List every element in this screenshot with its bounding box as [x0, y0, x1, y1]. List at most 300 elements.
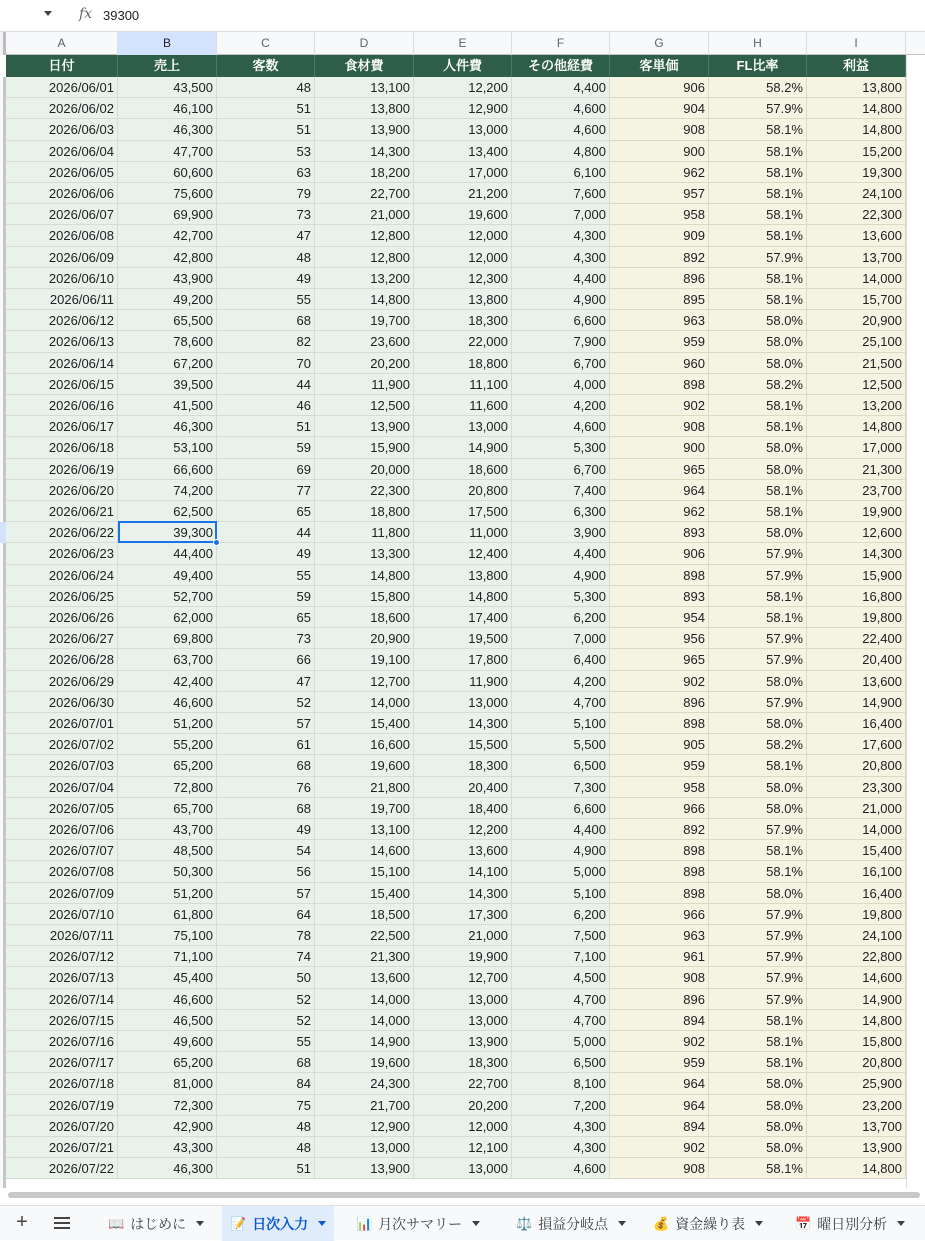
- cell[interactable]: 19,800: [807, 904, 906, 925]
- cell[interactable]: 2026/07/15: [6, 1010, 118, 1031]
- cell[interactable]: 48: [217, 1137, 315, 1158]
- cell[interactable]: 57.9%: [709, 925, 807, 946]
- cell[interactable]: 47: [217, 671, 315, 692]
- cell[interactable]: 58.2%: [709, 77, 807, 98]
- cell[interactable]: 15,800: [807, 1031, 906, 1052]
- cell[interactable]: 892: [610, 819, 709, 840]
- cell[interactable]: 58.0%: [709, 1137, 807, 1158]
- cell[interactable]: 47: [217, 225, 315, 246]
- cell[interactable]: 65,200: [118, 1052, 217, 1073]
- cell[interactable]: 4,600: [512, 1158, 610, 1179]
- cell[interactable]: 6,100: [512, 162, 610, 183]
- cell[interactable]: 4,400: [512, 268, 610, 289]
- cell[interactable]: 14,300: [414, 883, 512, 904]
- cell[interactable]: 19,900: [414, 946, 512, 967]
- cell[interactable]: 6,400: [512, 649, 610, 670]
- cell[interactable]: 14,100: [414, 861, 512, 882]
- cell[interactable]: 13,900: [315, 1158, 414, 1179]
- cell[interactable]: 22,000: [414, 331, 512, 352]
- cell[interactable]: 69,900: [118, 204, 217, 225]
- cell[interactable]: 82: [217, 331, 315, 352]
- cell[interactable]: 13,000: [414, 1010, 512, 1031]
- cell[interactable]: 50,300: [118, 861, 217, 882]
- cell[interactable]: 2026/06/07: [6, 204, 118, 225]
- cell[interactable]: 2026/06/17: [6, 416, 118, 437]
- cell[interactable]: 5,000: [512, 861, 610, 882]
- cell[interactable]: 24,300: [315, 1073, 414, 1094]
- cell[interactable]: 19,500: [414, 628, 512, 649]
- cell[interactable]: 21,300: [807, 459, 906, 480]
- cell[interactable]: 7,000: [512, 628, 610, 649]
- cell[interactable]: 58.0%: [709, 310, 807, 331]
- cell[interactable]: 964: [610, 480, 709, 501]
- header-cell[interactable]: 利益: [807, 55, 906, 77]
- formula-input[interactable]: 39300: [103, 8, 140, 23]
- cell[interactable]: 13,700: [807, 1116, 906, 1137]
- cell[interactable]: 19,900: [807, 501, 906, 522]
- cell[interactable]: 2026/07/17: [6, 1052, 118, 1073]
- cell[interactable]: 78: [217, 925, 315, 946]
- cell[interactable]: 72,300: [118, 1095, 217, 1116]
- cell[interactable]: 24,100: [807, 183, 906, 204]
- cell[interactable]: 902: [610, 1031, 709, 1052]
- chevron-down-icon[interactable]: [755, 1221, 763, 1226]
- cell[interactable]: 51: [217, 98, 315, 119]
- cell[interactable]: 51,200: [118, 883, 217, 904]
- cell[interactable]: 77: [217, 480, 315, 501]
- cell[interactable]: 69,800: [118, 628, 217, 649]
- cell[interactable]: 966: [610, 798, 709, 819]
- header-cell[interactable]: 客単価: [610, 55, 709, 77]
- cell[interactable]: 11,600: [414, 395, 512, 416]
- cell[interactable]: 4,000: [512, 374, 610, 395]
- cell[interactable]: 58.0%: [709, 671, 807, 692]
- cell[interactable]: 2026/06/12: [6, 310, 118, 331]
- cell[interactable]: 58.1%: [709, 162, 807, 183]
- cell[interactable]: 7,200: [512, 1095, 610, 1116]
- cell[interactable]: 52: [217, 989, 315, 1010]
- cell[interactable]: 2026/07/13: [6, 967, 118, 988]
- cell[interactable]: 49,400: [118, 565, 217, 586]
- cell[interactable]: 13,000: [414, 416, 512, 437]
- cell[interactable]: 58.1%: [709, 183, 807, 204]
- cell[interactable]: 15,900: [315, 437, 414, 458]
- cell[interactable]: 14,800: [807, 416, 906, 437]
- horizontal-scrollbar[interactable]: [0, 1188, 925, 1202]
- cell[interactable]: 17,400: [414, 607, 512, 628]
- cell[interactable]: 57: [217, 713, 315, 734]
- cell[interactable]: 68: [217, 798, 315, 819]
- cell[interactable]: 13,200: [807, 395, 906, 416]
- cell[interactable]: 14,000: [315, 989, 414, 1010]
- cell[interactable]: 22,700: [414, 1073, 512, 1094]
- cell[interactable]: 2026/07/08: [6, 861, 118, 882]
- cell[interactable]: 20,000: [315, 459, 414, 480]
- cell[interactable]: 896: [610, 692, 709, 713]
- cell[interactable]: 57.9%: [709, 904, 807, 925]
- cell[interactable]: 42,800: [118, 247, 217, 268]
- cell[interactable]: 5,100: [512, 713, 610, 734]
- cell[interactable]: 13,400: [414, 141, 512, 162]
- cell[interactable]: 2026/06/06: [6, 183, 118, 204]
- cell[interactable]: 964: [610, 1073, 709, 1094]
- cell[interactable]: 46,300: [118, 119, 217, 140]
- cell[interactable]: 2026/06/01: [6, 77, 118, 98]
- cell[interactable]: 895: [610, 289, 709, 310]
- cell[interactable]: 57.9%: [709, 628, 807, 649]
- cell[interactable]: 960: [610, 353, 709, 374]
- cell[interactable]: 15,800: [315, 586, 414, 607]
- cell[interactable]: 12,100: [414, 1137, 512, 1158]
- cell[interactable]: 58.0%: [709, 777, 807, 798]
- cell[interactable]: 4,700: [512, 692, 610, 713]
- cell[interactable]: 7,400: [512, 480, 610, 501]
- cell[interactable]: 39,300: [118, 522, 217, 543]
- cell[interactable]: 18,200: [315, 162, 414, 183]
- sheet-tab[interactable]: [787, 1206, 913, 1241]
- cell[interactable]: 57.9%: [709, 565, 807, 586]
- cell[interactable]: 58.0%: [709, 459, 807, 480]
- cell[interactable]: 8,100: [512, 1073, 610, 1094]
- cell[interactable]: 2026/06/11: [6, 289, 118, 310]
- cell[interactable]: 2026/06/16: [6, 395, 118, 416]
- cell[interactable]: 21,200: [414, 183, 512, 204]
- cell[interactable]: 39,500: [118, 374, 217, 395]
- cell[interactable]: 962: [610, 162, 709, 183]
- cell[interactable]: 6,500: [512, 755, 610, 776]
- cell[interactable]: 49: [217, 268, 315, 289]
- cell[interactable]: 17,000: [414, 162, 512, 183]
- cell[interactable]: 12,900: [315, 1116, 414, 1137]
- cell[interactable]: 12,900: [414, 98, 512, 119]
- cell[interactable]: 58.0%: [709, 798, 807, 819]
- cell[interactable]: 14,800: [315, 565, 414, 586]
- cell[interactable]: 13,100: [315, 819, 414, 840]
- cell[interactable]: 73: [217, 204, 315, 225]
- cell[interactable]: 14,000: [807, 819, 906, 840]
- cell[interactable]: 959: [610, 755, 709, 776]
- cell[interactable]: 13,800: [414, 289, 512, 310]
- header-cell[interactable]: 人件費: [414, 55, 512, 77]
- cell[interactable]: 18,600: [414, 459, 512, 480]
- chevron-down-icon[interactable]: [897, 1221, 905, 1226]
- cell[interactable]: 2026/07/03: [6, 755, 118, 776]
- cell[interactable]: 58.1%: [709, 268, 807, 289]
- cell[interactable]: 11,900: [315, 374, 414, 395]
- cell[interactable]: 14,800: [315, 289, 414, 310]
- cell[interactable]: 13,900: [315, 119, 414, 140]
- cell[interactable]: 58.0%: [709, 331, 807, 352]
- cell[interactable]: 58.1%: [709, 416, 807, 437]
- cell[interactable]: 2026/06/19: [6, 459, 118, 480]
- cell[interactable]: 2026/06/26: [6, 607, 118, 628]
- cell[interactable]: 14,900: [807, 989, 906, 1010]
- cell[interactable]: 17,800: [414, 649, 512, 670]
- cell[interactable]: 7,000: [512, 204, 610, 225]
- cell[interactable]: 957: [610, 183, 709, 204]
- cell[interactable]: 51,200: [118, 713, 217, 734]
- cell[interactable]: 66: [217, 649, 315, 670]
- cell[interactable]: 13,600: [807, 671, 906, 692]
- cell[interactable]: 56: [217, 861, 315, 882]
- name-box-dropdown-icon[interactable]: [44, 11, 52, 16]
- cell[interactable]: 18,500: [315, 904, 414, 925]
- cell[interactable]: 6,700: [512, 353, 610, 374]
- cell[interactable]: 57: [217, 883, 315, 904]
- cell[interactable]: 6,300: [512, 501, 610, 522]
- cell[interactable]: 14,300: [807, 543, 906, 564]
- cell[interactable]: 53: [217, 141, 315, 162]
- cell[interactable]: 2026/06/04: [6, 141, 118, 162]
- cell[interactable]: 51: [217, 119, 315, 140]
- cell[interactable]: 17,000: [807, 437, 906, 458]
- cell[interactable]: 43,300: [118, 1137, 217, 1158]
- cell[interactable]: 12,200: [414, 77, 512, 98]
- cell[interactable]: 23,600: [315, 331, 414, 352]
- cell[interactable]: 15,400: [807, 840, 906, 861]
- cell[interactable]: 12,600: [807, 522, 906, 543]
- cell[interactable]: 22,500: [315, 925, 414, 946]
- cell[interactable]: 20,800: [807, 1052, 906, 1073]
- cell[interactable]: 42,700: [118, 225, 217, 246]
- cell[interactable]: 49,600: [118, 1031, 217, 1052]
- cell[interactable]: 2026/07/14: [6, 989, 118, 1010]
- cell[interactable]: 898: [610, 840, 709, 861]
- cell[interactable]: 7,100: [512, 946, 610, 967]
- cell[interactable]: 12,700: [315, 671, 414, 692]
- chevron-down-icon[interactable]: [196, 1221, 204, 1226]
- cell[interactable]: 17,300: [414, 904, 512, 925]
- cell[interactable]: 905: [610, 734, 709, 755]
- cell[interactable]: 13,900: [807, 1137, 906, 1158]
- cell[interactable]: 14,900: [315, 1031, 414, 1052]
- cell[interactable]: 15,200: [807, 141, 906, 162]
- cell[interactable]: 84: [217, 1073, 315, 1094]
- cell[interactable]: 892: [610, 247, 709, 268]
- cell[interactable]: 900: [610, 141, 709, 162]
- cell[interactable]: 13,700: [807, 247, 906, 268]
- cell[interactable]: 902: [610, 1137, 709, 1158]
- cell[interactable]: 2026/06/13: [6, 331, 118, 352]
- cell[interactable]: 48: [217, 77, 315, 98]
- column-letter-a[interactable]: A: [6, 32, 118, 55]
- cell[interactable]: 13,800: [807, 77, 906, 98]
- cell[interactable]: 4,900: [512, 289, 610, 310]
- cell[interactable]: 4,900: [512, 840, 610, 861]
- cell[interactable]: 69: [217, 459, 315, 480]
- cell[interactable]: 21,500: [807, 353, 906, 374]
- cell[interactable]: 17,600: [807, 734, 906, 755]
- cell[interactable]: 21,000: [414, 925, 512, 946]
- cell[interactable]: 13,800: [414, 565, 512, 586]
- cell[interactable]: 46,300: [118, 1158, 217, 1179]
- cell[interactable]: 12,000: [414, 225, 512, 246]
- cell[interactable]: 6,500: [512, 1052, 610, 1073]
- cell[interactable]: 7,600: [512, 183, 610, 204]
- cell[interactable]: 909: [610, 225, 709, 246]
- cell[interactable]: 50: [217, 967, 315, 988]
- cell[interactable]: 43,700: [118, 819, 217, 840]
- cell[interactable]: 15,900: [807, 565, 906, 586]
- cell[interactable]: 19,600: [315, 1052, 414, 1073]
- cell[interactable]: 2026/06/24: [6, 565, 118, 586]
- cell[interactable]: 44,400: [118, 543, 217, 564]
- cell[interactable]: 44: [217, 374, 315, 395]
- cell[interactable]: 25,100: [807, 331, 906, 352]
- cell[interactable]: 20,200: [414, 1095, 512, 1116]
- cell[interactable]: 65,500: [118, 310, 217, 331]
- cell[interactable]: 11,800: [315, 522, 414, 543]
- cell[interactable]: 2026/07/02: [6, 734, 118, 755]
- cell[interactable]: 13,100: [315, 77, 414, 98]
- cell[interactable]: 2026/07/22: [6, 1158, 118, 1179]
- cell[interactable]: 12,200: [414, 819, 512, 840]
- cell[interactable]: 4,600: [512, 416, 610, 437]
- cell[interactable]: 20,900: [807, 310, 906, 331]
- cell[interactable]: 964: [610, 1095, 709, 1116]
- cell[interactable]: 966: [610, 904, 709, 925]
- cell[interactable]: 13,900: [315, 416, 414, 437]
- cell[interactable]: 75,600: [118, 183, 217, 204]
- cell[interactable]: 14,300: [315, 141, 414, 162]
- cell[interactable]: 58.2%: [709, 734, 807, 755]
- cell[interactable]: 22,300: [315, 480, 414, 501]
- column-letter-f[interactable]: F: [512, 32, 610, 55]
- header-cell[interactable]: 食材費: [315, 55, 414, 77]
- cell[interactable]: 41,500: [118, 395, 217, 416]
- cell[interactable]: 14,300: [414, 713, 512, 734]
- cell[interactable]: 5,000: [512, 1031, 610, 1052]
- cell[interactable]: 58.1%: [709, 119, 807, 140]
- cell[interactable]: 57.9%: [709, 543, 807, 564]
- cell[interactable]: 49,200: [118, 289, 217, 310]
- cell[interactable]: 4,700: [512, 989, 610, 1010]
- cell[interactable]: 18,800: [315, 501, 414, 522]
- cell[interactable]: 63,700: [118, 649, 217, 670]
- cell[interactable]: 14,600: [807, 967, 906, 988]
- cell[interactable]: 72,800: [118, 777, 217, 798]
- cell[interactable]: 14,000: [807, 268, 906, 289]
- cell[interactable]: 20,400: [414, 777, 512, 798]
- cell[interactable]: 25,900: [807, 1073, 906, 1094]
- cell[interactable]: 15,700: [807, 289, 906, 310]
- cell[interactable]: 70: [217, 353, 315, 374]
- cell[interactable]: 42,400: [118, 671, 217, 692]
- cell[interactable]: 15,500: [414, 734, 512, 755]
- cell[interactable]: 2026/06/18: [6, 437, 118, 458]
- cell[interactable]: 58.1%: [709, 755, 807, 776]
- column-letter-i[interactable]: I: [807, 32, 906, 55]
- cell[interactable]: 14,900: [807, 692, 906, 713]
- header-cell[interactable]: 売上: [118, 55, 217, 77]
- cell[interactable]: 4,800: [512, 141, 610, 162]
- cell[interactable]: 13,600: [807, 225, 906, 246]
- cell[interactable]: 902: [610, 395, 709, 416]
- cell[interactable]: 51: [217, 1158, 315, 1179]
- chevron-down-icon[interactable]: [472, 1221, 480, 1226]
- cell[interactable]: 11,000: [414, 522, 512, 543]
- cell[interactable]: 13,600: [414, 840, 512, 861]
- cell[interactable]: 896: [610, 989, 709, 1010]
- cell[interactable]: 46,100: [118, 98, 217, 119]
- cell[interactable]: 13,000: [414, 692, 512, 713]
- cell[interactable]: 20,800: [807, 755, 906, 776]
- cell[interactable]: 2026/06/28: [6, 649, 118, 670]
- cell[interactable]: 20,800: [414, 480, 512, 501]
- cell[interactable]: 2026/06/25: [6, 586, 118, 607]
- cell[interactable]: 58.1%: [709, 141, 807, 162]
- cell[interactable]: 58.1%: [709, 289, 807, 310]
- cell[interactable]: 908: [610, 1158, 709, 1179]
- cell[interactable]: 5,300: [512, 437, 610, 458]
- cell[interactable]: 58.1%: [709, 225, 807, 246]
- cell[interactable]: 15,400: [315, 713, 414, 734]
- cell[interactable]: 2026/06/30: [6, 692, 118, 713]
- cell[interactable]: 12,700: [414, 967, 512, 988]
- cell[interactable]: 57.9%: [709, 819, 807, 840]
- cell[interactable]: 13,000: [315, 1137, 414, 1158]
- cell[interactable]: 906: [610, 77, 709, 98]
- cell[interactable]: 23,200: [807, 1095, 906, 1116]
- cell[interactable]: 68: [217, 755, 315, 776]
- cell[interactable]: 55: [217, 289, 315, 310]
- cell[interactable]: 13,000: [414, 119, 512, 140]
- cell[interactable]: 18,300: [414, 310, 512, 331]
- cell[interactable]: 19,800: [807, 607, 906, 628]
- cell[interactable]: 49: [217, 819, 315, 840]
- cell[interactable]: 2026/06/08: [6, 225, 118, 246]
- cell[interactable]: 14,800: [807, 1158, 906, 1179]
- cell[interactable]: 2026/07/21: [6, 1137, 118, 1158]
- cell[interactable]: 81,000: [118, 1073, 217, 1094]
- cell[interactable]: 55: [217, 565, 315, 586]
- cell[interactable]: 46,300: [118, 416, 217, 437]
- cell[interactable]: 2026/07/01: [6, 713, 118, 734]
- cell[interactable]: 2026/06/27: [6, 628, 118, 649]
- cell[interactable]: 21,000: [807, 798, 906, 819]
- cell[interactable]: 57.9%: [709, 247, 807, 268]
- cell[interactable]: 21,000: [315, 204, 414, 225]
- cell[interactable]: 14,800: [807, 119, 906, 140]
- cell[interactable]: 2026/07/11: [6, 925, 118, 946]
- sheet-tab[interactable]: [222, 1206, 334, 1241]
- column-letter-g[interactable]: G: [610, 32, 709, 55]
- cell[interactable]: 58.1%: [709, 501, 807, 522]
- cell[interactable]: 78,600: [118, 331, 217, 352]
- column-letter-d[interactable]: D: [315, 32, 414, 55]
- cell[interactable]: 904: [610, 98, 709, 119]
- cell[interactable]: 51: [217, 416, 315, 437]
- cell[interactable]: 24,100: [807, 925, 906, 946]
- cell[interactable]: 20,900: [315, 628, 414, 649]
- cell[interactable]: 4,300: [512, 1116, 610, 1137]
- cell[interactable]: 14,000: [315, 692, 414, 713]
- cell[interactable]: 6,200: [512, 607, 610, 628]
- cell[interactable]: 13,000: [414, 989, 512, 1010]
- cell[interactable]: 908: [610, 119, 709, 140]
- header-cell[interactable]: 日付: [6, 55, 118, 77]
- cell[interactable]: 4,400: [512, 543, 610, 564]
- cell[interactable]: 52,700: [118, 586, 217, 607]
- cell[interactable]: 2026/07/20: [6, 1116, 118, 1137]
- cell[interactable]: 58.0%: [709, 1073, 807, 1094]
- cell[interactable]: 65,700: [118, 798, 217, 819]
- cell[interactable]: 58.0%: [709, 437, 807, 458]
- cell[interactable]: 954: [610, 607, 709, 628]
- cell[interactable]: 22,700: [315, 183, 414, 204]
- cell[interactable]: 76: [217, 777, 315, 798]
- cell[interactable]: 13,300: [315, 543, 414, 564]
